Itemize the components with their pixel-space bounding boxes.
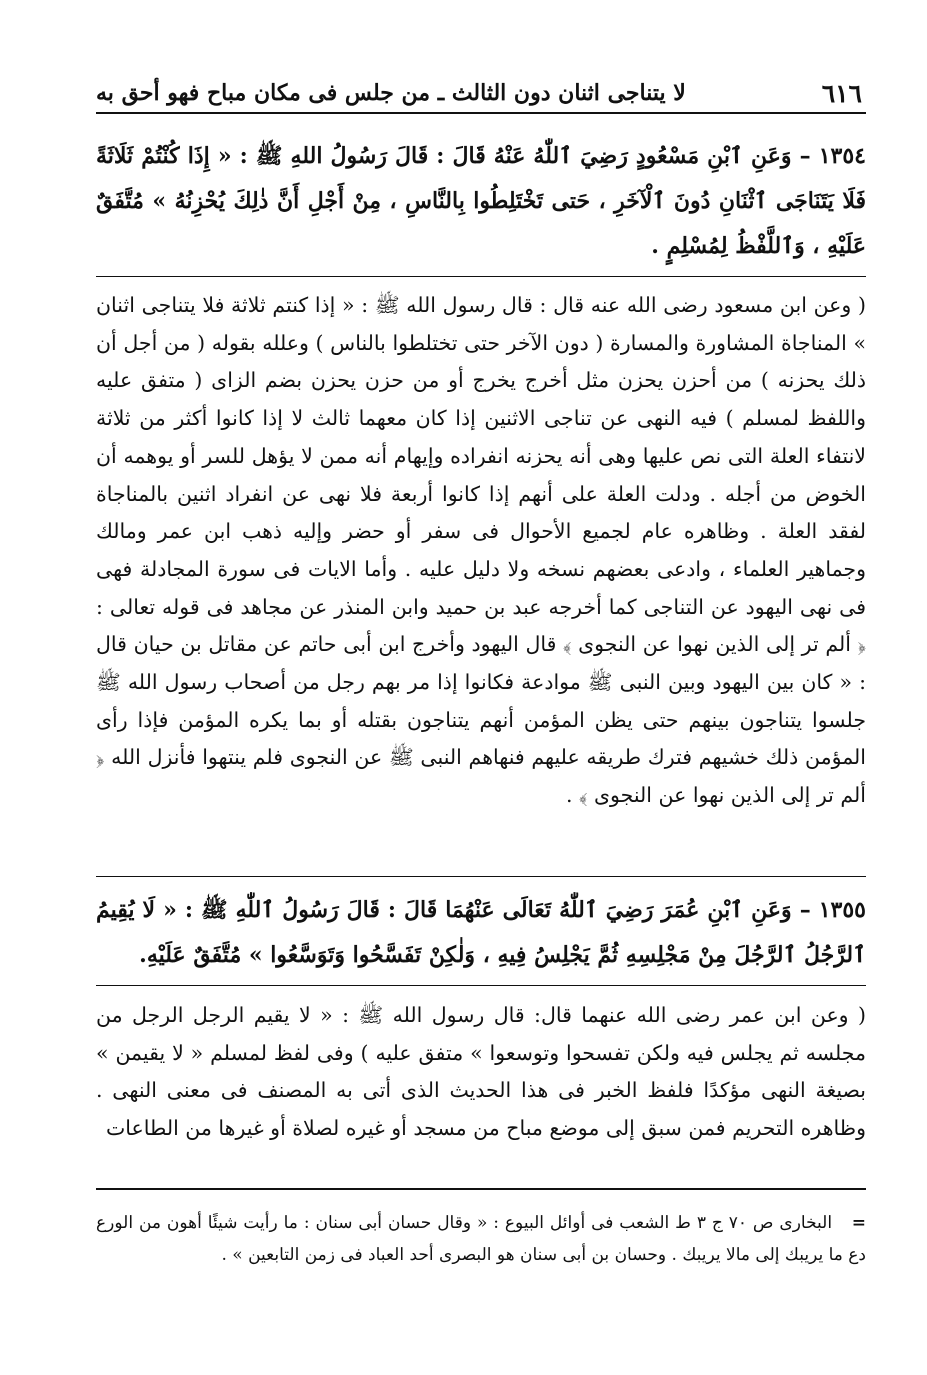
section-divider <box>96 985 866 986</box>
footnote-marker: = <box>851 1213 867 1233</box>
hadith-text: وَعَنِ ٱبْنِ عُمَرَ رَضِيَ ٱللّٰهُ تَعَالَى عَنْهُمَا قَالَ : قَالَ رَسُولُ ٱللّٰهِ ﷺ : « لَا يُقِيمُ ٱلرَّجُلُ ٱلرَّجُلَ مِنْ مَجْلِسِهِ ثُمَّ يَجْلِسُ فِيهِ ، وَلٰكِنْ تَفَسَّحُوا وَتَوَسَّعُوا » مُتَّفَقٌ عَلَيْهِ. <box>96 897 866 968</box>
running-title: لا يتناجى اثنان دون الثالث ـ من جلس فى مكان مباح فهو أحق به <box>96 80 686 106</box>
footnote <box>96 1207 866 1271</box>
hadith-number: ١٣٥٤ – <box>799 143 866 169</box>
hadith-1354 <box>96 134 866 269</box>
section-divider <box>96 876 866 877</box>
footnote-rule <box>96 1188 866 1190</box>
commentary-1354: ( وعن ابن مسعود رضى الله عنه قال : قال رسول الله ﷺ : « إذا كنتم ثلاثة فلا يتناجى اثنان » المناجاة المشاورة والمسارة ( دون الآخر حتى تختلطوا بالناس ) وعلله بقوله ( من أجل أن ذلك يحزنه ) من أحزن يحزن مثل أخرج يخرج أو من حزن يحزن بضم الزاى ( متفق عليه واللفظ لمسلم ) فيه النهى عن تناجى الاثنين إذا كان معهما ثالث لا إذا كانوا أكثر من ثلاثة لانتفاء العلة التى نص عليها وهى أنه يحزنه انفراده وإيهام أنه ممن لا يؤهل للسر أو يوهمه أن الخوض من أجله . ودلت العلة على أنهم إذا كانوا أربعة فلا نهى عن انفراد اثنين بالمناجاة لفقد العلة . وظاهره عام لجميع الأحوال فى سفر أو حضر وإليه ذهب ابن عمر ومالك وجماهير العلماء ، وادعى بعضهم نسخه ولا دليل عليه . وأما الايات فى سورة المجادلة فهى فى نهى اليهود عن التناجى كما أخرجه عبد بن حميد وابن المنذر عن مجاهد فى قوله تعالى : ﴿ ألم تر إلى الذين نهوا عن النجوى ﴾ قال اليهود وأخرج ابن أبى حاتم عن مقاتل بن حيان قال : « كان بين اليهود وبين النبى ﷺ موادعة فكانوا إذا مر بهم رجل من أصحاب رسول الله ﷺ جلسوا يتناجون بينهم حتى يظن المؤمن أنهم يتناجون بقتله أو بما يكره المؤمن فإذا رأى المؤمن ذلك خشيهم فترك طريقه عليهم فنهاهم النبى ﷺ عن النجوى فلم ينتهوا فأنزل الله ﴿ ألم تر إلى الذين نهوا عن النجوى ﴾ . <box>96 293 866 808</box>
commentary-1355: ( وعن ابن عمر رضى الله عنهما قال: قال رسول الله ﷺ : « لا يقيم الرجل الرجل من مجلسه ثم يجلس فيه ولكن تفسحوا وتوسعوا » متفق عليه ) وفى لفظ لمسلم « لا يقيمن » بصيغة النهى مؤكدًا فلفظ الخبر فى هذا الحديث الذى أتى به المصنف فى معنى النهى . وظاهره التحريم فمن سبق إلى موضع مباح من مسجد أو غيره لصلاة أو غيرها من الطاعات <box>96 1003 866 1141</box>
hadith-text: وَعَنِ ٱبْنِ مَسْعُودٍ رَضِيَ ٱللّٰهُ عَنْهُ قَالَ : قَالَ رَسُولُ اللهِ ﷺ : « إِذَا كُنْتُمْ ثَلَاثَةً فَلَا يَتَنَاجَى ٱثْنَانِ دُونَ ٱلْآخَرِ ، حَتى تَخْتَلِطُوا بِالنَّاسِ ، مِنْ أَجْلِ أَنَّ ذٰلِكَ يُحْزِنُهُ » مُتَّفَقٌ عَلَيْهِ ، وَٱللَّفْظُ لِمُسْلِمٍ . <box>96 143 866 259</box>
hadith-1355 <box>96 888 866 978</box>
section-divider <box>96 276 866 277</box>
hadith-number: ١٣٥٥ – <box>799 897 866 923</box>
page-header <box>96 74 866 114</box>
footnote-text: البخارى ص ٧٠ ج ٣ ط الشعب فى أوائل البيوع : « وقال حسان أبى سنان : ما رأيت شيئًا أهون من الورع دع ما يريبك إلى مالا يريبك . وحسان بن أبى سنان هو البصرى أحد العباد فى زمن التابعين » . <box>96 1213 866 1265</box>
page-number: ٦١٦ <box>821 78 862 108</box>
